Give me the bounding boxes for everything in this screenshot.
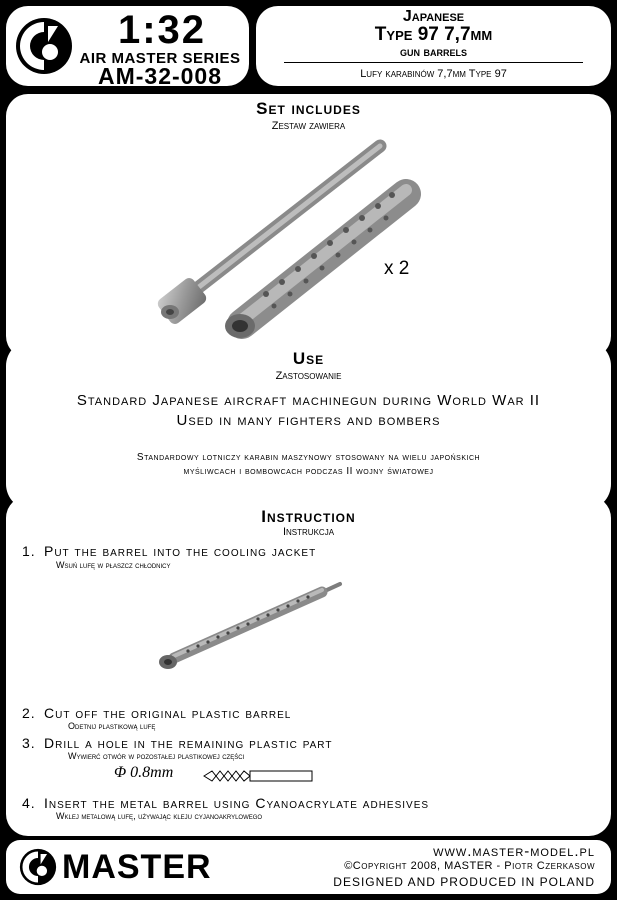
footer-panel	[6, 840, 611, 894]
step-4	[22, 796, 429, 811]
title-line-2: Type 97 7,7mm	[374, 24, 493, 45]
step-number: 3.	[22, 735, 36, 751]
step-number: 1.	[22, 543, 36, 559]
title-panel	[256, 6, 611, 86]
step-4-polish: Wklej metalową lufę, używając kleju cyjanoakrylowego	[56, 811, 263, 821]
set-includes-heading: Set includes	[256, 99, 361, 118]
scale-label: 1:32	[117, 8, 207, 52]
step-1-polish: Wsuń lufę w płaszcz chłodnicy	[56, 560, 171, 570]
step-text: Cut off the original plastic barrel	[44, 705, 292, 721]
title-line-3: gun barrels	[399, 44, 468, 59]
footer-made-in: DESIGNED AND PRODUCED IN POLAND	[333, 875, 595, 889]
step-3-polish: Wywierć otwór w pozostałej plastikowej części	[68, 751, 245, 761]
footer-copyright: ©Copyright 2008, MASTER - Piotr Czerkasow	[344, 860, 595, 872]
title-line-1: Japanese	[402, 8, 465, 25]
instruction-panel	[6, 496, 611, 836]
use-panel	[6, 340, 611, 510]
step-text: Put the barrel into the cooling jacket	[44, 543, 317, 559]
barrel-parts-illustration	[146, 134, 436, 344]
logo-panel	[6, 6, 249, 89]
use-heading: Use	[292, 349, 325, 368]
master-logo-icon	[14, 12, 74, 80]
assembled-barrel-illustration	[154, 578, 344, 678]
set-includes-subheading: Zestaw zawiera	[271, 120, 346, 132]
use-subheading: Zastosowanie	[275, 370, 342, 382]
step-number: 4.	[22, 795, 36, 811]
series-label: AIR MASTER SERIES	[79, 50, 241, 67]
use-line-2: Used in many fighters and bombers	[176, 412, 441, 429]
use-polish-line-2: myśliwcach i bombowcach podczas II wojny światowej	[183, 466, 434, 477]
step-text: Drill a hole in the remaining plastic part	[44, 735, 333, 751]
step-text: Insert the metal barrel using Cyanoacrylate adhesives	[44, 795, 430, 811]
drill-size-label: Φ 0.8mm	[114, 764, 174, 781]
set-includes-panel	[6, 94, 611, 358]
quantity-label: x 2	[384, 258, 410, 279]
step-2	[22, 706, 291, 721]
step-number: 2.	[22, 705, 36, 721]
product-code: AM-32-008	[97, 63, 223, 89]
step-3	[22, 736, 332, 751]
title-divider	[284, 62, 583, 63]
title-polish: Lufy karabinów 7,7mm Type 97	[360, 68, 507, 80]
footer-url[interactable]: www.master-model.pl	[433, 843, 595, 860]
footer-brand: MASTER	[62, 848, 212, 886]
footer-logo-icon	[16, 845, 60, 889]
step-1	[22, 544, 316, 559]
instruction-heading: Instruction	[261, 507, 356, 526]
step-2-polish: Odetnij plastikową lufę	[68, 721, 156, 731]
use-polish-line-1: Standardowy lotniczy karabin maszynowy stosowany na wielu japońskich	[136, 452, 481, 463]
use-line-1: Standard Japanese aircraft machinegun during World War II	[76, 392, 541, 409]
drill-bit-icon	[202, 769, 314, 783]
instruction-subheading: Instrukcja	[282, 526, 335, 538]
